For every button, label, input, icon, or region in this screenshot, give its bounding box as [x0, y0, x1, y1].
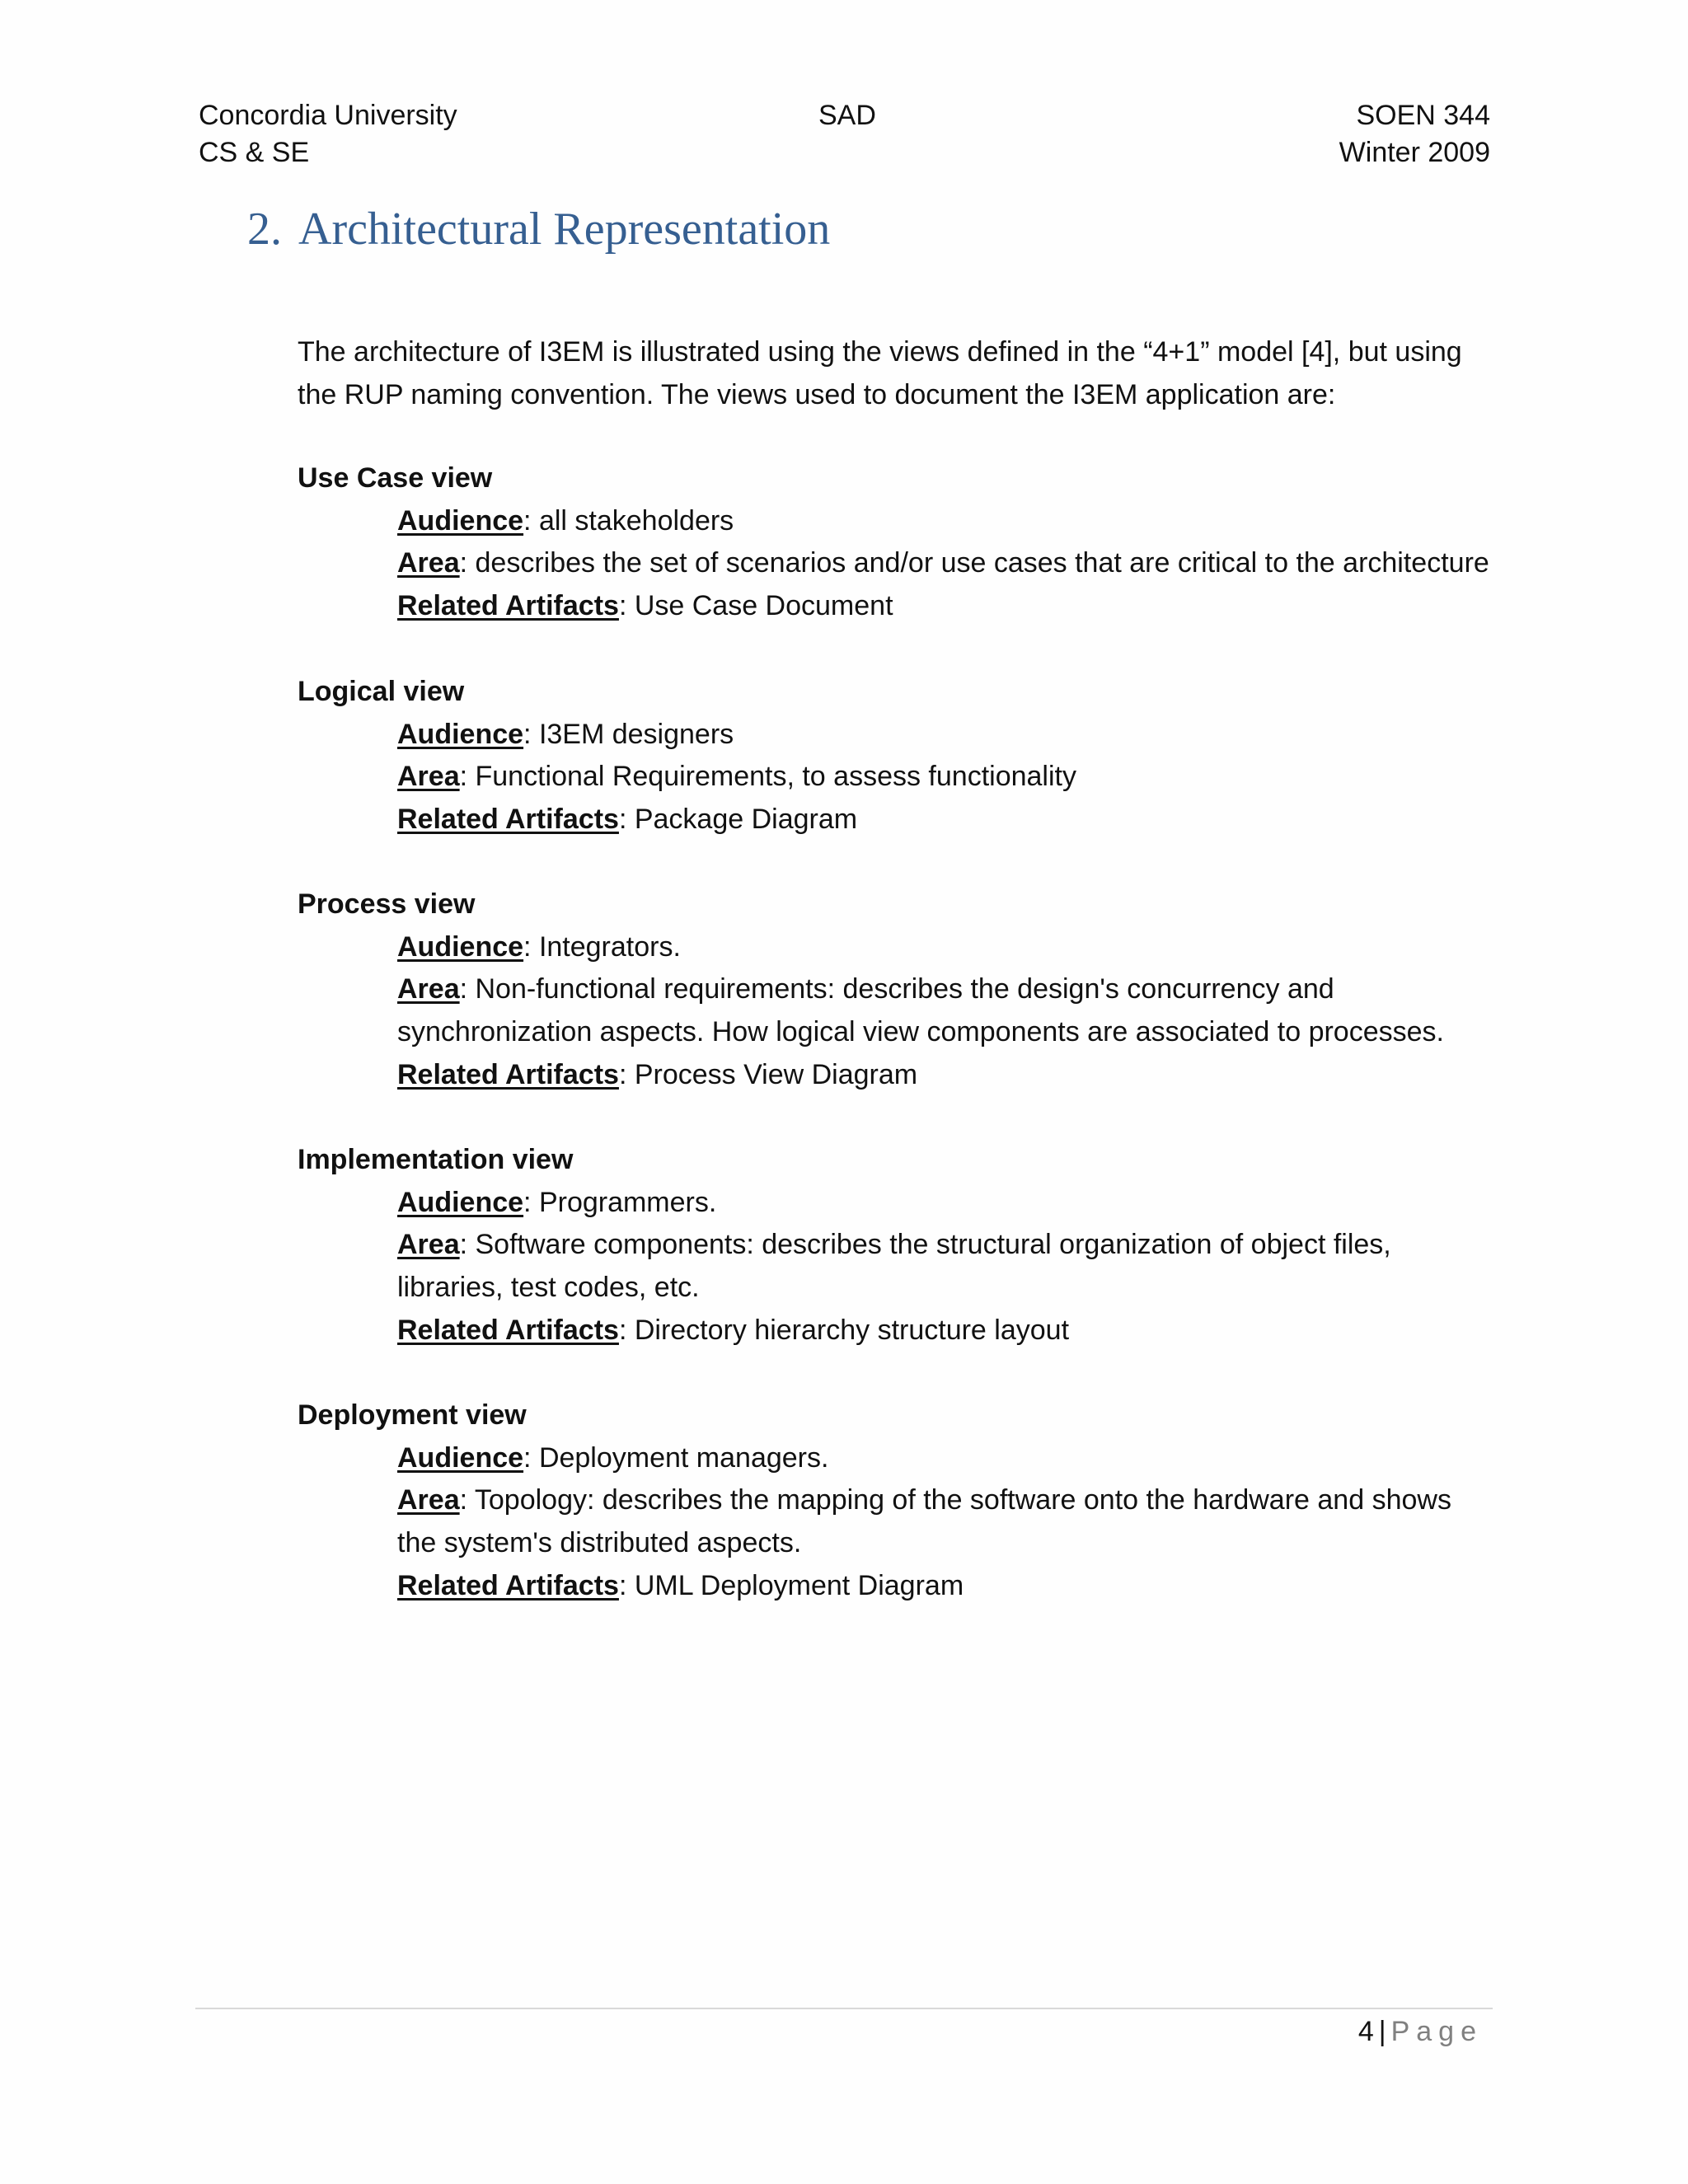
- audience-line: [397, 714, 1534, 757]
- area-line: [397, 1479, 1493, 1564]
- related-artifacts-line: [397, 799, 1534, 841]
- area-value: : Non-functional requirements: describes the design's concurrency and synchronization aspects. How logical view components are associated to processes.: [397, 973, 1444, 1048]
- page-number: 4: [1357, 2016, 1374, 2047]
- audience-line: [397, 926, 1534, 969]
- audience-label: Audience: [397, 930, 524, 963]
- area-label: Area: [397, 1229, 460, 1261]
- area-value: : Topology: describes the mapping of the software onto the hardware and shows the system's distributed aspects.: [397, 1484, 1451, 1559]
- audience-value: : Integrators.: [523, 930, 681, 963]
- related-artifacts-label: Related Artifacts: [397, 1569, 619, 1601]
- header-left: [199, 97, 457, 171]
- area-label: Area: [397, 547, 460, 579]
- related-artifacts-label: Related Artifacts: [397, 804, 619, 836]
- intro-paragraph: The architecture of I3EM is illustrated using the views defined in the “4+1” model [4], but using the RUP naming convention. The views used to document the I3EM application are:: [298, 336, 1462, 410]
- header-document-type: SAD: [818, 100, 876, 131]
- audience-value: : all stakeholders: [523, 504, 734, 537]
- page-label: Page: [1390, 2016, 1483, 2047]
- related-artifacts-line: [397, 585, 1534, 628]
- section-heading: [247, 200, 830, 258]
- audience-label: Audience: [397, 1186, 524, 1218]
- footer-page-number: [1358, 2013, 1483, 2050]
- header-term: Winter 2009: [1339, 137, 1490, 168]
- related-artifacts-value: : Process View Diagram: [618, 1058, 918, 1090]
- page-separator: |: [1378, 2016, 1386, 2047]
- area-label: Area: [397, 973, 460, 1005]
- area-line: [397, 542, 1534, 585]
- audience-value: : Programmers.: [523, 1186, 717, 1218]
- related-artifacts-label: Related Artifacts: [397, 1314, 619, 1346]
- related-artifacts-label: Related Artifacts: [397, 590, 619, 622]
- area-line: [397, 1224, 1419, 1309]
- audience-line: [397, 1182, 1534, 1225]
- header-university: Concordia University: [199, 100, 457, 131]
- view-block-use-case: [298, 457, 1534, 628]
- area-line: [397, 968, 1493, 1053]
- audience-line: [397, 1437, 1534, 1480]
- audience-value: : I3EM designers: [523, 718, 734, 750]
- header-course: SOEN 344: [1356, 100, 1490, 131]
- related-artifacts-value: : Directory hierarchy structure layout: [618, 1314, 1070, 1346]
- area-value: : Functional Requirements, to assess functionality: [459, 761, 1076, 793]
- audience-value: : Deployment managers.: [523, 1441, 829, 1474]
- related-artifacts-line: [397, 1310, 1534, 1352]
- area-line: [397, 756, 1534, 799]
- view-title: Logical view: [298, 676, 465, 707]
- view-block-deployment: [298, 1394, 1534, 1608]
- area-label: Area: [397, 761, 460, 793]
- audience-label: Audience: [397, 718, 524, 750]
- related-artifacts-value: : Package Diagram: [618, 804, 858, 836]
- related-artifacts-value: : UML Deployment Diagram: [618, 1569, 964, 1601]
- related-artifacts-label: Related Artifacts: [397, 1058, 619, 1090]
- view-title: Process view: [298, 888, 476, 920]
- audience-line: [397, 500, 1534, 543]
- view-title: Implementation view: [298, 1144, 574, 1175]
- area-label: Area: [397, 1484, 460, 1516]
- area-value: : describes the set of scenarios and/or use cases that are critical to the architecture: [459, 547, 1489, 579]
- view-title: Use Case view: [298, 462, 493, 494]
- view-block-process: [298, 883, 1534, 1097]
- area-value: : Software components: describes the structural organization of object files, libraries, test codes, etc.: [397, 1229, 1391, 1304]
- view-block-logical: [298, 671, 1534, 841]
- related-artifacts-line: [397, 1565, 1534, 1608]
- header-department: CS & SE: [199, 137, 310, 168]
- header-center: [818, 97, 876, 134]
- section-title: Architectural Representation: [298, 204, 831, 255]
- footer-divider: [195, 2008, 1493, 2009]
- view-block-implementation: [298, 1139, 1534, 1352]
- audience-label: Audience: [397, 504, 524, 537]
- header-right: [1339, 97, 1490, 171]
- view-title: Deployment view: [298, 1399, 527, 1431]
- section-number: 2.: [247, 204, 282, 255]
- related-artifacts-value: : Use Case Document: [618, 590, 893, 622]
- audience-label: Audience: [397, 1441, 524, 1474]
- related-artifacts-line: [397, 1054, 1534, 1097]
